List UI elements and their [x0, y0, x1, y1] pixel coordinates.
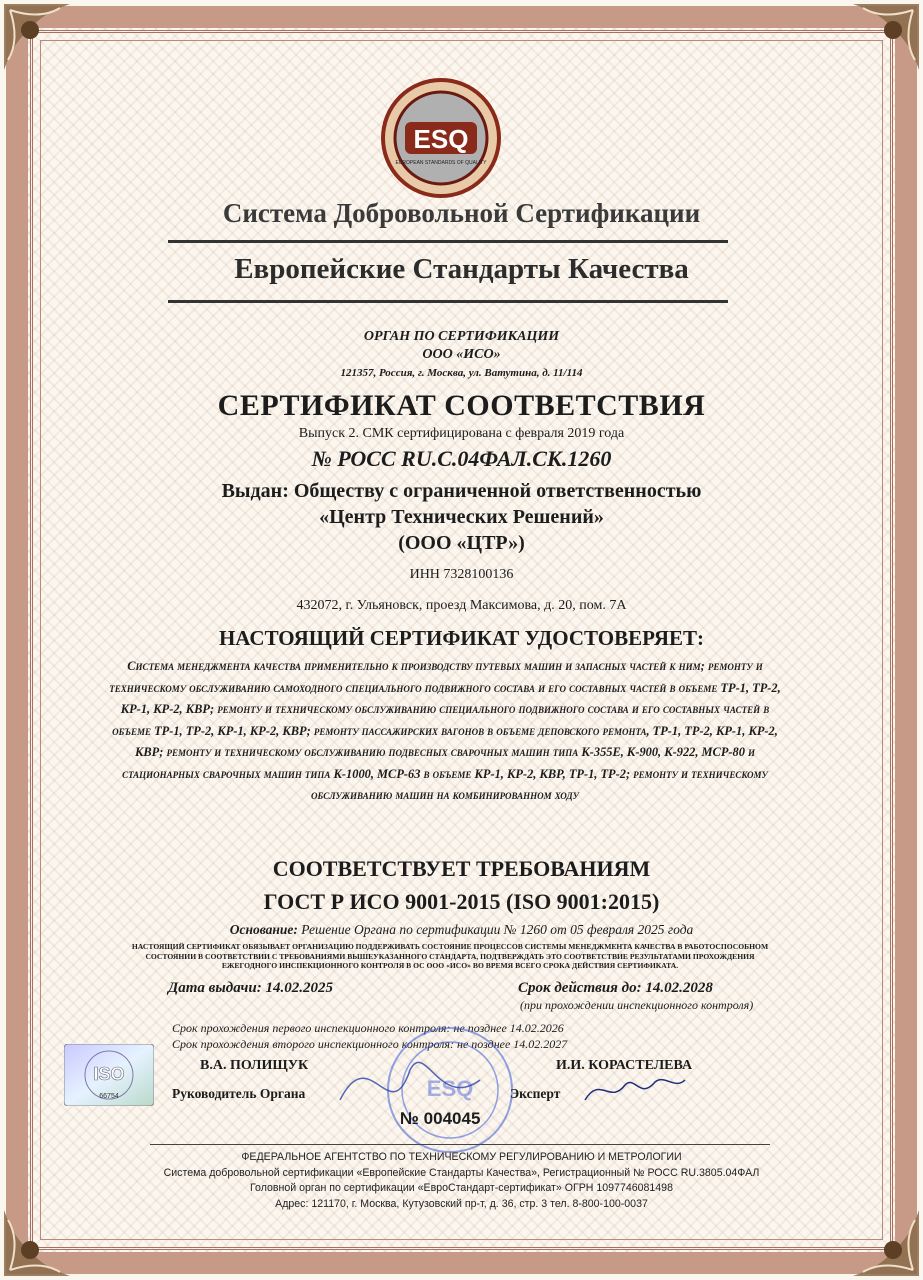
- certificate-number: № РОСС RU.C.04ФАЛ.СК.1260: [311, 446, 612, 471]
- company-name: «Центр Технических Решений»: [319, 506, 604, 528]
- organ-label: ОРГАН ПО СЕРТИФИКАЦИИ: [363, 329, 560, 344]
- complies-heading: СООТВЕТСТВУЕТ ТРЕБОВАНИЯМ: [272, 856, 651, 881]
- system-title: Система Добровольной Сертификации: [222, 198, 701, 228]
- svg-text:ESQ: ESQ: [413, 124, 469, 154]
- svg-text:66754: 66754: [99, 1093, 119, 1100]
- svg-text:ESQ: ESQ: [426, 1076, 474, 1101]
- corner-ornament-icon: [0, 0, 92, 92]
- certification-body: [0, 328, 923, 382]
- footer-head-organ: Головной орган по сертификации «ЕвроСтандарт-сертификат» ОГРН 1097746081498: [250, 1182, 673, 1194]
- official-stamp-icon: [330, 1020, 530, 1160]
- issue-line: Выпуск 2. СМК сертифицирована с февраля 2019 года: [298, 426, 625, 441]
- standards-title: Европейские Стандарты Качества: [234, 253, 689, 285]
- company-short-name: (ООО «ЦТР»): [398, 532, 525, 554]
- basis-text: Решение Органа по сертификации № 1260 от 05 февраля 2025 года: [301, 922, 694, 937]
- expert-signature-icon: [580, 1070, 690, 1110]
- certificate-title: СЕРТИФИКАТ СООТВЕТСТВИЯ: [217, 389, 706, 422]
- issued-line: Выдан: Обществу с ограниченной ответственностью: [221, 480, 702, 502]
- divider: [168, 240, 728, 243]
- serial-number: № 004045: [400, 1109, 481, 1128]
- inspection-second: Срок прохождения второго инспекционного контроля: не позднее 14.02.2027: [172, 1037, 568, 1051]
- head-name: В.А. ПОЛИЩУК: [200, 1058, 309, 1073]
- head-role: Руководитель Органа: [172, 1086, 306, 1101]
- issued-to: [0, 478, 923, 556]
- divider: [168, 300, 728, 303]
- issue-date: Дата выдачи: 14.02.2025: [168, 980, 333, 996]
- inn: ИНН 7328100136: [409, 567, 514, 582]
- footer: [0, 1150, 923, 1212]
- footer-address: Адрес: 121170, г. Москва, Кутузовский пр-т, д. 36, стр. 3 тел. 8-800-100-0037: [275, 1197, 648, 1210]
- expert-role: Эксперт: [510, 1086, 561, 1101]
- svg-text:ISO: ISO: [93, 1064, 125, 1084]
- company-address: 432072, г. Ульяновск, проезд Максимова, д. 20, пом. 7А: [296, 598, 627, 613]
- footer-system: Система добровольной сертификации «Европейские Стандарты Качества», Регистрационный № РОСС RU.3805.04ФАЛ: [163, 1166, 760, 1179]
- iso-hologram-icon: [64, 1044, 154, 1106]
- corner-ornament-icon: [831, 0, 923, 92]
- organ-name: ООО «ИСО»: [422, 347, 501, 362]
- basis-label: Основание:: [229, 922, 298, 937]
- svg-text:EUROPEAN STANDARDS OF QUALITY: EUROPEAN STANDARDS OF QUALITY: [395, 160, 487, 166]
- basis: [0, 922, 923, 938]
- obligation-note: НАСТОЯЩИЙ СЕРТИФИКАТ ОБЯЗЫВАЕТ ОРГАНИЗАЦИЮ ПОДДЕРЖИВАТЬ СОСТОЯНИЕ ПРОЦЕССОВ СИСТЕМЫ МЕНЕДЖМЕНТА КАЧЕСТВА В РАБОТОСПОСОБНОМ СОСТОЯНИИ В СООТВЕТСТВИИ С ТРЕБОВАНИЯМИ ВЫШЕУКАЗАННОГО СТАНДАРТА, ПОДТВЕРЖДАТЬ ЭТО СООТВЕТСТВИЕ РЕЗУЛЬТАТАМИ ПРОХОЖДЕНИЯ ЕЖЕГОДНОГО ИНСПЕКЦИОННОГО КОНТРОЛЯ В ОС ООО «ИСО» ВО ВРЕМЯ ВСЕГО СРОКА ДЕЙСТВИЯ СЕРТИФИКАТА.: [131, 942, 769, 970]
- valid-until: Срок действия до: 14.02.2028: [518, 980, 713, 996]
- standard-name: ГОСТ Р ИСО 9001-2015 (ISO 9001:2015): [263, 889, 660, 914]
- expert-name: И.И. КОРАСТЕЛЕВА: [556, 1058, 693, 1073]
- valid-note: (при прохождении инспекционного контроля): [520, 998, 754, 1012]
- footer-divider: [150, 1144, 770, 1145]
- attests-heading: НАСТОЯЩИЙ СЕРТИФИКАТ УДОСТОВЕРЯЕТ:: [218, 626, 705, 650]
- inspection-first: Срок прохождения первого инспекционного контроля: не позднее 14.02.2026: [172, 1021, 564, 1035]
- certification-scope: Система менеджмента качества применительно к производству путевых машин и запасных частей к ним; ремонту и техническому обслуживанию самоходного специального подвижного состава и его составных частей в объеме ТР-1, ТР-2, КР-1, КР-2, КВР; ремонту и техническому обслуживанию специального подвижного состава и его составных частей в объеме ТР-1, ТР-2, КР-1, КР-2, КВР; ремонту пассажирских вагонов в объеме деповского ремонта, ТР-1, ТР-2, КР-1, КР-2, КВР; ремонту и техническому обслуживанию подвесных сварочных машин типа К-355Е, К-900, К-922, МСР-80 и стационарных сварочных машин типа К-1000, МСР-63 в объеме КР-1, КР-2, КВР, ТР-1, ТР-2; ремонту и техническому обслуживанию машин на комбинированном ходу: [109, 659, 781, 802]
- footer-agency: ФЕДЕРАЛЬНОЕ АГЕНТСТВО ПО ТЕХНИЧЕСКОМУ РЕГУЛИРОВАНИЮ И МЕТРОЛОГИИ: [241, 1151, 682, 1163]
- organ-address: 121357, Россия, г. Москва, ул. Ватутина, д. 11/114: [340, 367, 583, 379]
- esq-logo-icon: [371, 78, 511, 198]
